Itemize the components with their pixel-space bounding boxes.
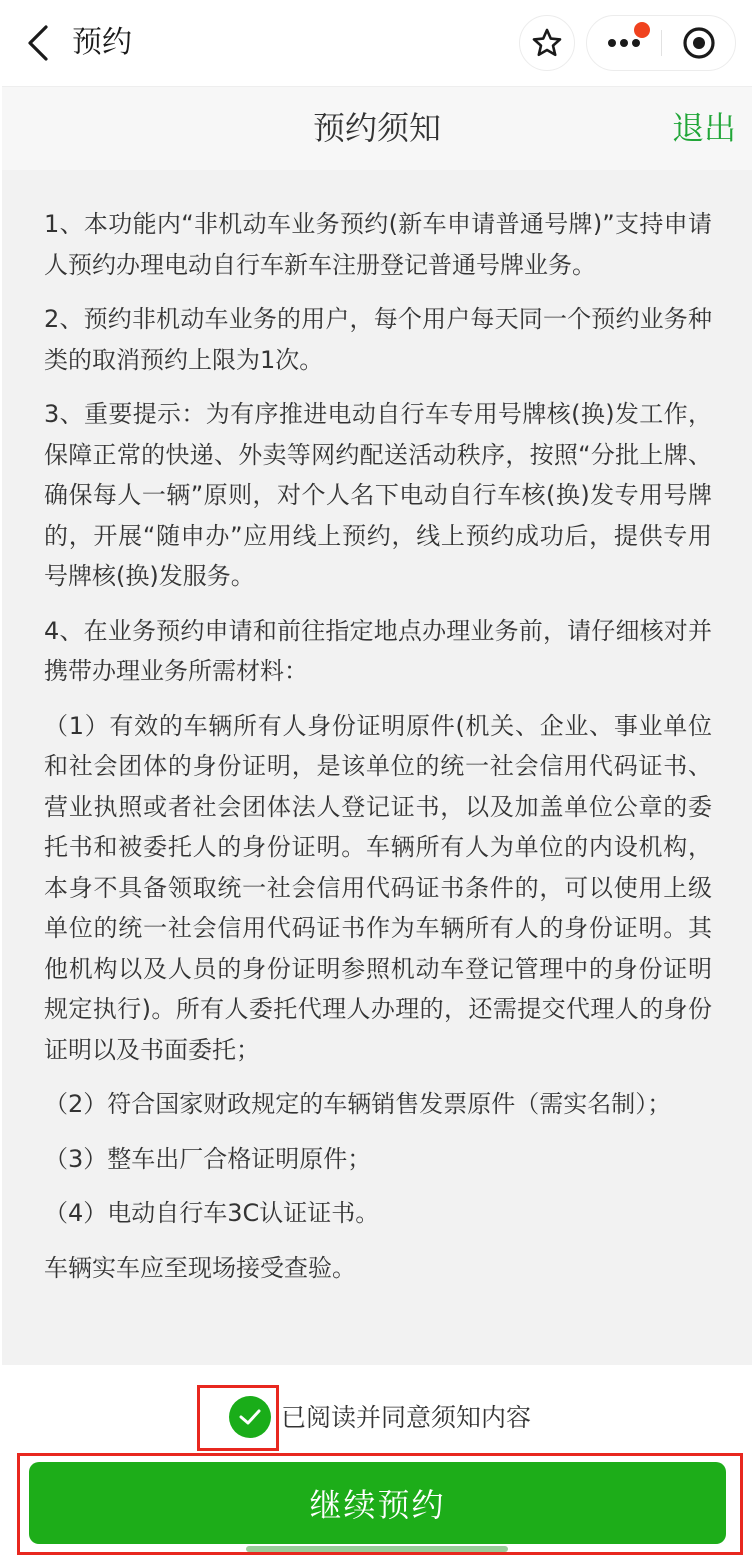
check-icon	[238, 1407, 262, 1427]
more-icon	[607, 38, 641, 48]
target-icon	[682, 26, 716, 60]
close-mini-program-button[interactable]	[662, 16, 736, 70]
agree-label[interactable]: 已阅读并同意须知内容	[281, 1403, 532, 1432]
home-indicator	[246, 1546, 508, 1552]
notice-title: 预约须知	[312, 109, 441, 147]
notice-content[interactable]	[2, 170, 752, 1365]
star-icon	[531, 27, 563, 59]
notice-paragraph: （2）符合国家财政规定的车辆销售发票原件（需实名制）；	[44, 1090, 672, 1118]
agree-row	[0, 1392, 754, 1448]
notice-paragraph: 2、预约非机动车业务的用户，每个用户每天同一个预约业务种类的取消预约上限为1次。	[44, 305, 712, 374]
notice-paragraph: 1、本功能内“非机动车业务预约(新车申请普通号牌)”支持申请人预约办理电动自行车新车注册登记普通号牌业务。	[44, 210, 712, 279]
back-button[interactable]	[18, 20, 58, 66]
notice-paragraph: 3、重要提示：为有序推进电动自行车专用号牌核(换)发工作，保障正常的快递、外卖等网约配送活动秩序，按照“分批上牌、确保每人一辆”原则，对个人名下电动自行车核(换)发专用号牌的，开展“随申办”应用线上预约，线上预约成功后，提供专用号牌核(换)发服务。	[44, 400, 712, 590]
mini-program-capsule	[586, 15, 736, 71]
notice-paragraph: 车辆实车应至现场接受查验。	[44, 1253, 356, 1282]
continue-booking-button[interactable]: 继续预约	[29, 1462, 726, 1544]
notice-paragraph: 4、在业务预约申请和前往指定地点办理业务前，请仔细核对并携带办理业务所需材料：	[44, 616, 712, 685]
notice-header	[2, 86, 752, 170]
chevron-left-icon	[26, 25, 50, 61]
notice-paragraph: （3）整车出厂合格证明原件；	[44, 1144, 372, 1173]
notice-paragraph: （4）电动自行车3C认证证书。	[44, 1199, 380, 1227]
page-title: 预约	[72, 25, 132, 60]
favorite-button[interactable]	[519, 15, 575, 71]
more-button[interactable]	[587, 16, 661, 70]
top-nav-bar	[0, 0, 754, 86]
notification-dot	[634, 22, 650, 38]
agree-checkbox[interactable]	[229, 1396, 271, 1438]
notice-paragraph: （1）有效的车辆所有人身份证明原件(机关、企业、事业单位和社会团体的身份证明，是该单位的统一社会信用代码证书、营业执照或者社会团体法人登记证书，以及加盖单位公章的委托书和被委托人的身份证明。车辆所有人为单位的内设机构，本身不具备领取统一社会信用代码证书条件的，可以使用上级单位的统一社会信用代码证书作为车辆所有人的身份证明。其他机构以及人员的身份证明参照机动车登记管理中的身份证明规定执行)。所有人委托代理人办理的，还需提交代理人的身份证明以及书面委托；	[44, 711, 712, 1064]
exit-button[interactable]: 退出	[671, 109, 736, 147]
